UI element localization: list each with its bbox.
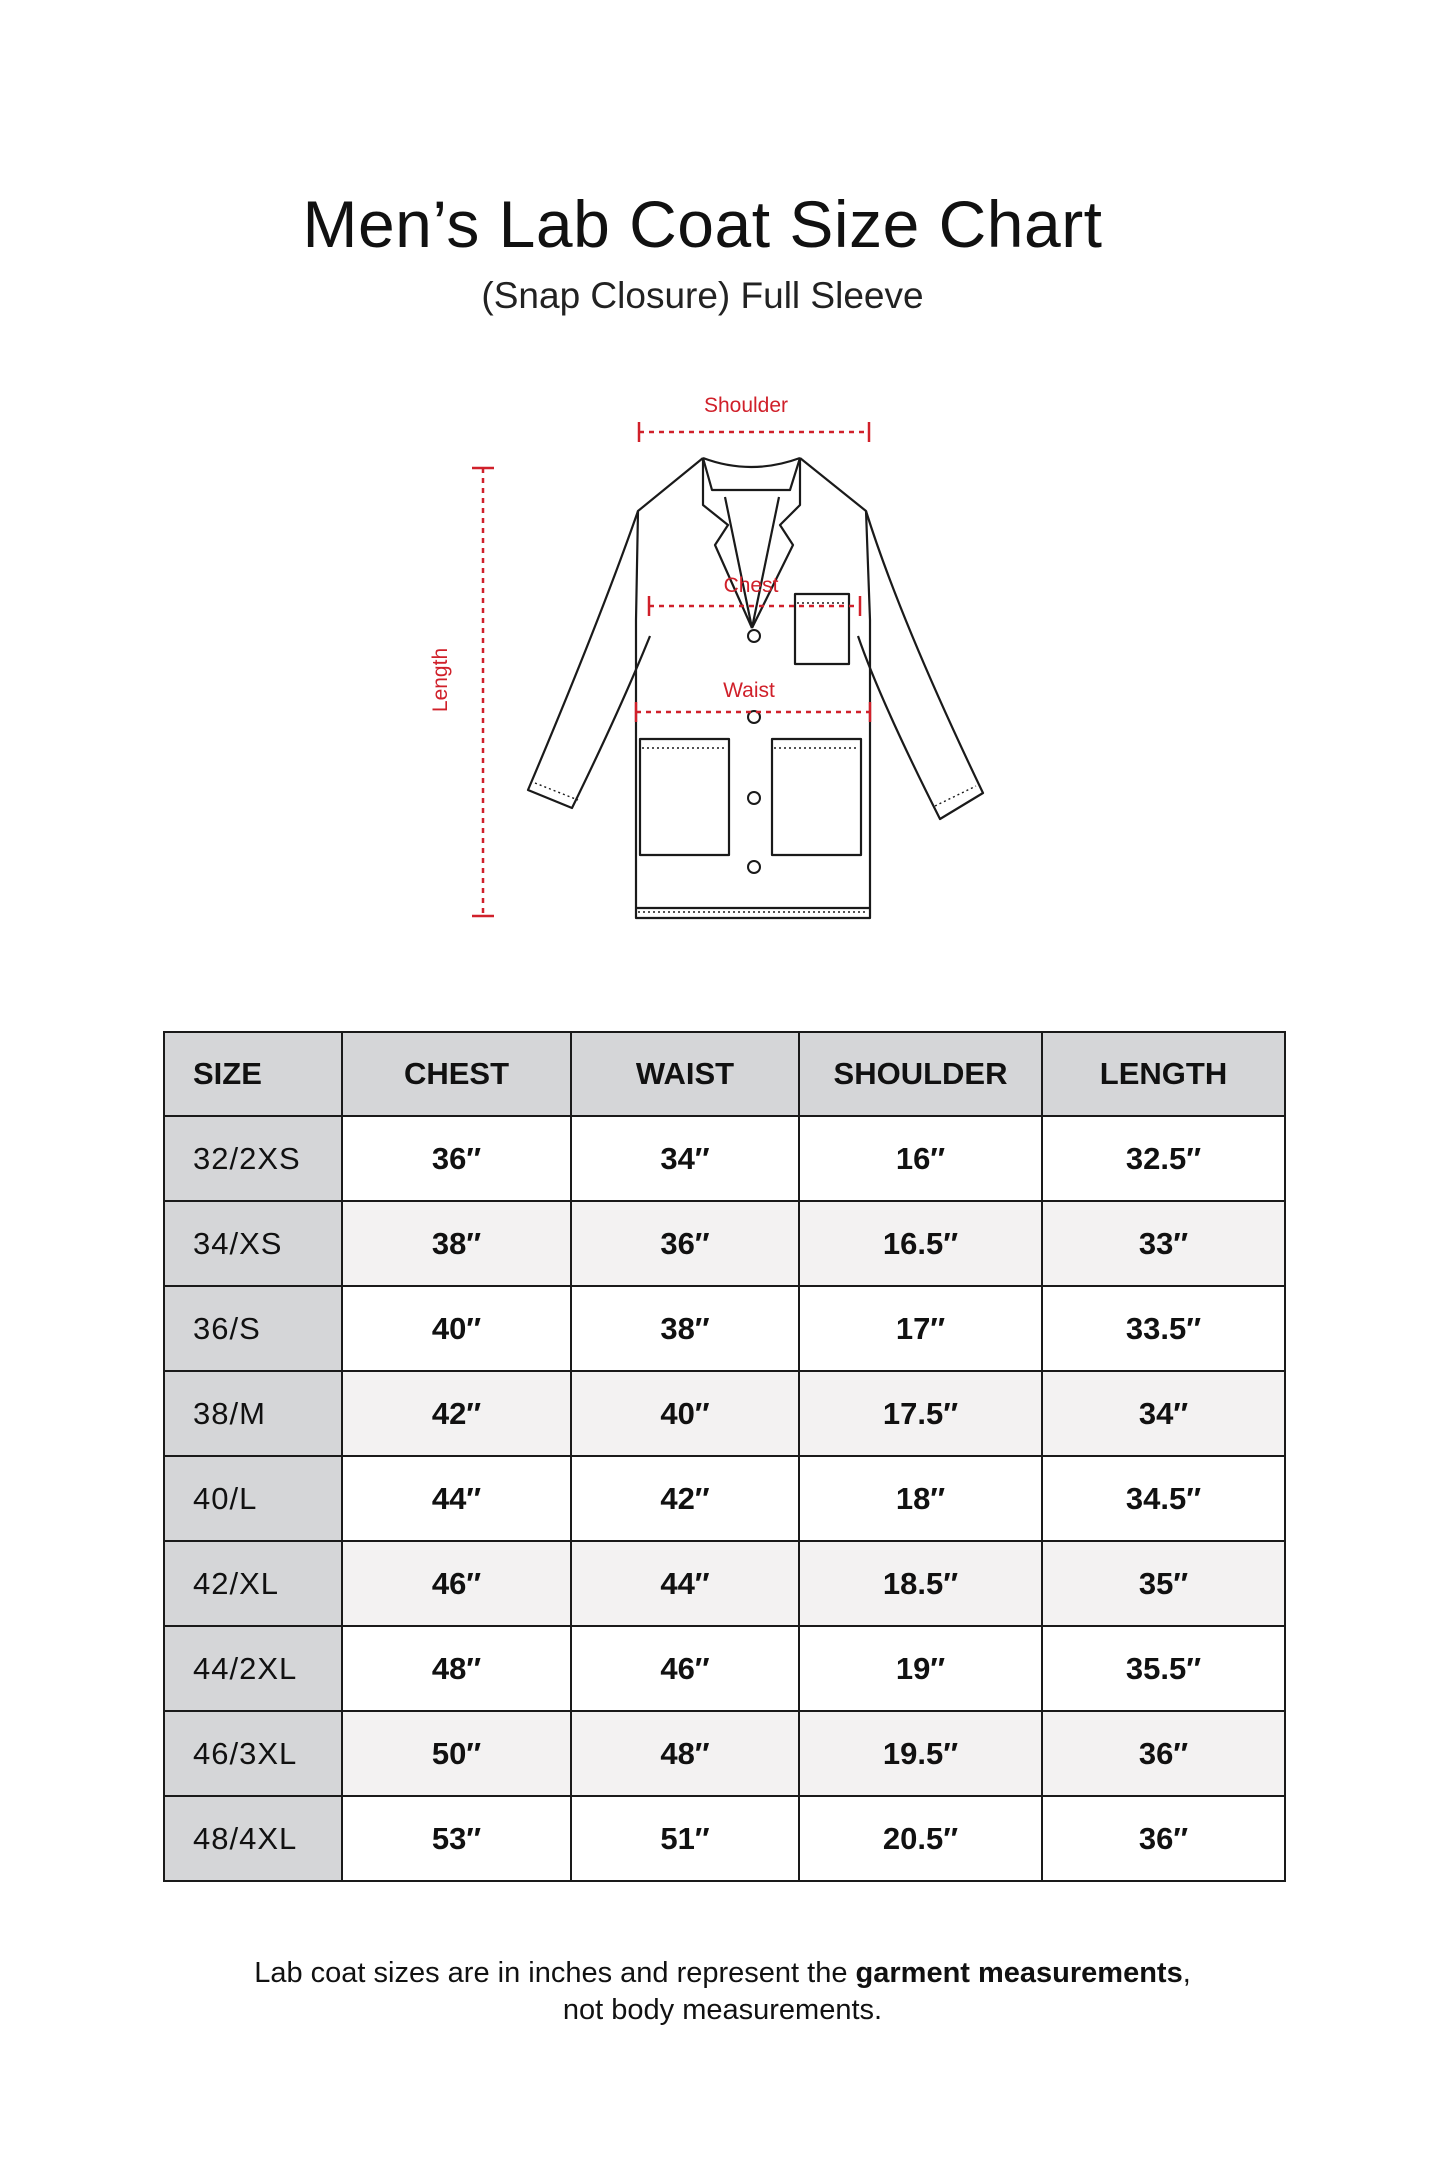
- waist-cell: 36″: [571, 1201, 799, 1286]
- table-row: [164, 1116, 1285, 1201]
- waist-cell: 44″: [571, 1541, 799, 1626]
- shoulder-cell: 17.5″: [799, 1371, 1042, 1456]
- size-cell: 32/2XS: [164, 1116, 342, 1201]
- waist-cell: 38″: [571, 1286, 799, 1371]
- shoulder-cell: 16.5″: [799, 1201, 1042, 1286]
- table-header-row: [164, 1032, 1285, 1116]
- length-cell: 32.5″: [1042, 1116, 1285, 1201]
- chest-cell: 38″: [342, 1201, 571, 1286]
- header-shoulder: SHOULDER: [799, 1032, 1042, 1116]
- coat-button: [748, 630, 760, 642]
- header-size: SIZE: [164, 1032, 342, 1116]
- footnote-text: Lab coat sizes are in inches and represent the: [254, 1957, 856, 1989]
- length-cell: 36″: [1042, 1796, 1285, 1881]
- footnote-emphasis: garment measurements: [855, 1957, 1183, 1989]
- table-row: [164, 1796, 1285, 1881]
- chest-cell: 46″: [342, 1541, 571, 1626]
- shoulder-cell: 18″: [799, 1456, 1042, 1541]
- table-row: [164, 1541, 1285, 1626]
- size-cell: 34/XS: [164, 1201, 342, 1286]
- chest-cell: 40″: [342, 1286, 571, 1371]
- length-label: Length: [429, 647, 452, 713]
- footnote-comma: ,: [1182, 1957, 1191, 1989]
- page-title: Men’s Lab Coat Size Chart: [302, 187, 1103, 261]
- size-table: [163, 1031, 1286, 1882]
- table-row: [164, 1456, 1285, 1541]
- table-row: [164, 1711, 1285, 1796]
- coat-buttons: [748, 630, 760, 873]
- length-cell: 35″: [1042, 1541, 1285, 1626]
- shoulder-cell: 19.5″: [799, 1711, 1042, 1796]
- waist-cell: 51″: [571, 1796, 799, 1881]
- chest-cell: 50″: [342, 1711, 571, 1796]
- waist-cell: 46″: [571, 1626, 799, 1711]
- chest-cell: 53″: [342, 1796, 571, 1881]
- length-cell: 34.5″: [1042, 1456, 1285, 1541]
- waist-cell: 34″: [571, 1116, 799, 1201]
- length-cell: 36″: [1042, 1711, 1285, 1796]
- shoulder-label: Shoulder: [703, 394, 789, 417]
- header-chest: CHEST: [342, 1032, 571, 1116]
- size-cell: 42/XL: [164, 1541, 342, 1626]
- page-subtitle: (Snap Closure) Full Sleeve: [481, 275, 924, 316]
- size-cell: 48/4XL: [164, 1796, 342, 1881]
- shoulder-cell: 17″: [799, 1286, 1042, 1371]
- coat-button: [748, 861, 760, 873]
- waist-cell: 48″: [571, 1711, 799, 1796]
- footnote-line2: not body measurements.: [562, 1994, 883, 2026]
- size-cell: 46/3XL: [164, 1711, 342, 1796]
- table-row: [164, 1286, 1285, 1371]
- waist-cell: 40″: [571, 1371, 799, 1456]
- size-cell: 44/2XL: [164, 1626, 342, 1711]
- table-row: [164, 1371, 1285, 1456]
- waist-label: Waist: [723, 679, 775, 702]
- size-cell: 36/S: [164, 1286, 342, 1371]
- chest-cell: 44″: [342, 1456, 571, 1541]
- chest-cell: 36″: [342, 1116, 571, 1201]
- length-cell: 33.5″: [1042, 1286, 1285, 1371]
- waist-cell: 42″: [571, 1456, 799, 1541]
- dimension-lines: [472, 422, 870, 916]
- table-row: [164, 1201, 1285, 1286]
- header-length: LENGTH: [1042, 1032, 1285, 1116]
- shoulder-cell: 18.5″: [799, 1541, 1042, 1626]
- length-cell: 33″: [1042, 1201, 1285, 1286]
- lab-coat-diagram: [0, 0, 1445, 960]
- shoulder-cell: 16″: [799, 1116, 1042, 1201]
- table-row: [164, 1626, 1285, 1711]
- length-cell: 35.5″: [1042, 1626, 1285, 1711]
- footnote: [0, 1955, 1445, 2029]
- coat-button: [748, 792, 760, 804]
- header-waist: WAIST: [571, 1032, 799, 1116]
- chest-cell: 48″: [342, 1626, 571, 1711]
- length-cell: 34″: [1042, 1371, 1285, 1456]
- size-cell: 40/L: [164, 1456, 342, 1541]
- size-cell: 38/M: [164, 1371, 342, 1456]
- chest-cell: 42″: [342, 1371, 571, 1456]
- chest-label: Chest: [723, 574, 779, 597]
- shoulder-cell: 19″: [799, 1626, 1042, 1711]
- shoulder-cell: 20.5″: [799, 1796, 1042, 1881]
